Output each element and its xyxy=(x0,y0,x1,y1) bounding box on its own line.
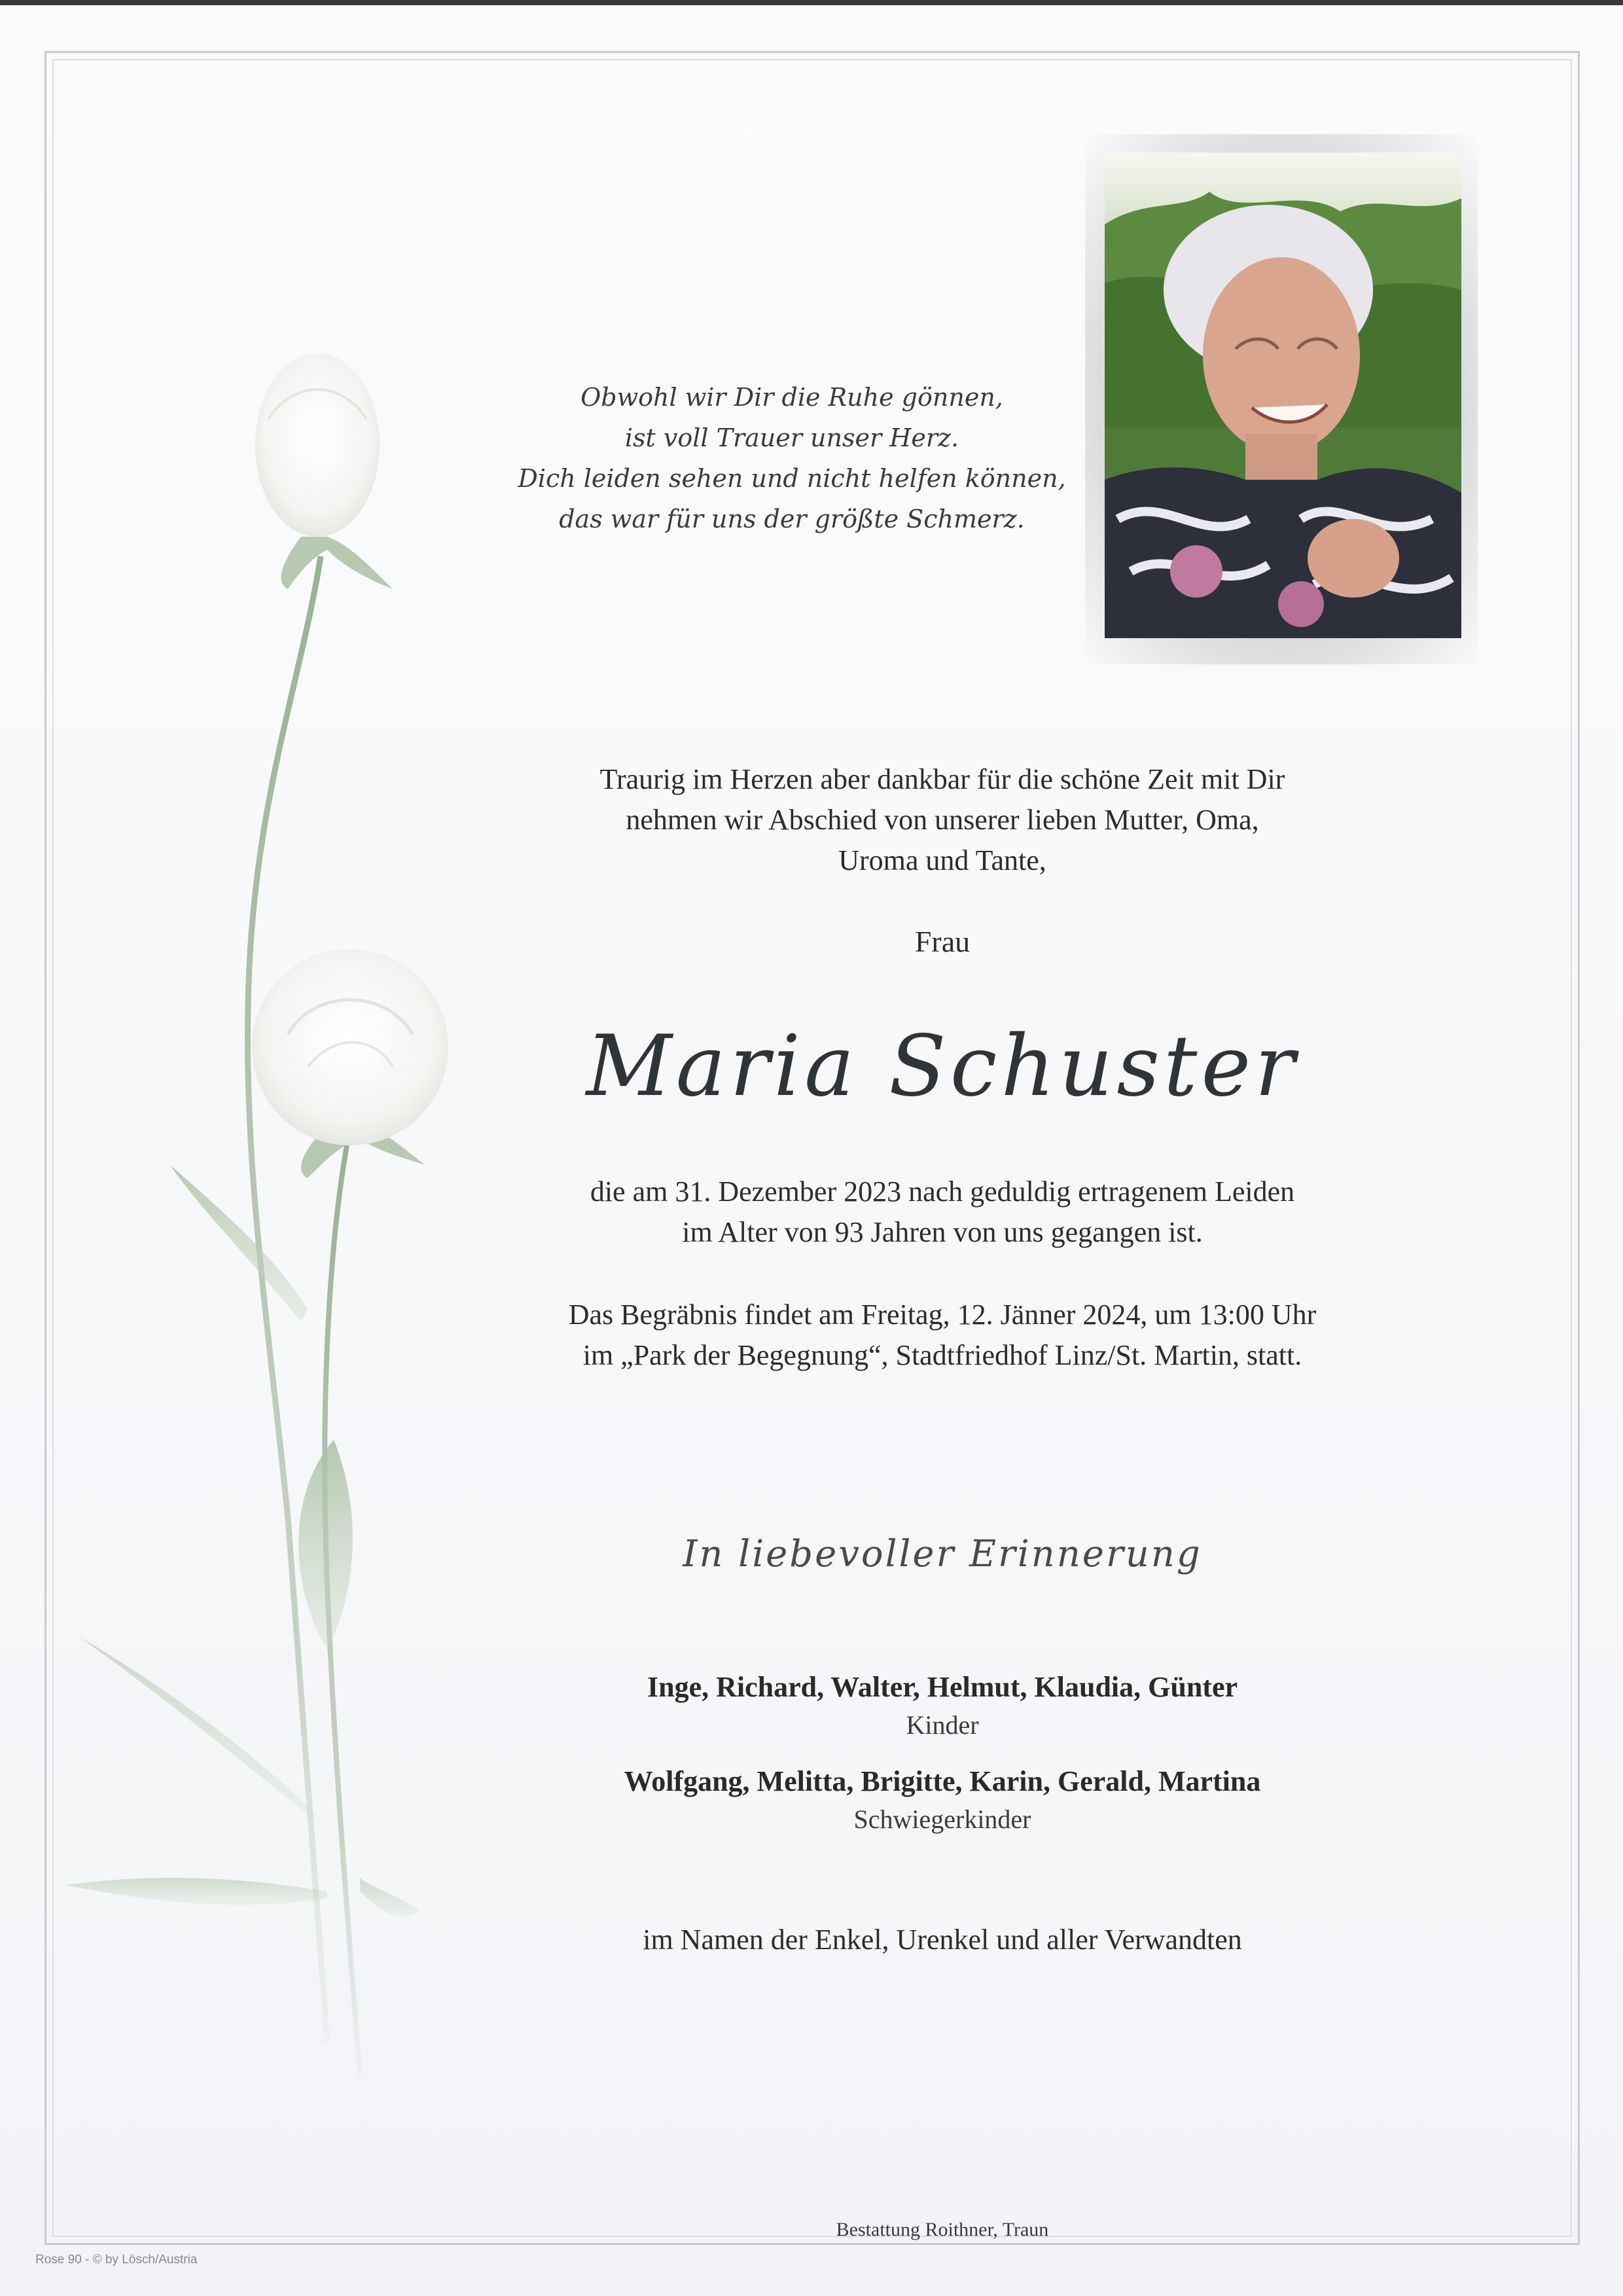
portrait-photo xyxy=(1105,152,1461,638)
undertaker-name: Bestattung Roithner, Traun xyxy=(836,2219,1049,2240)
funeral-line: Das Begräbnis findet am Freitag, 12. Jänner 2024, um 13:00 Uhr xyxy=(568,1299,1317,1331)
family-group-in-laws xyxy=(458,1762,1427,1838)
design-credit: Rose 90 - © by Lösch/Austria xyxy=(35,2253,198,2267)
family-names: Inge, Richard, Walter, Helmut, Klaudia, Günter xyxy=(647,1671,1238,1703)
family-role: Schwiegerkinder xyxy=(853,1804,1031,1834)
funeral-details xyxy=(458,1295,1427,1376)
rose-sepal xyxy=(281,537,393,589)
death-notice-line: im Alter von 93 Jahren von uns gegangen ist. xyxy=(682,1216,1203,1248)
intro-line: Traurig im Herzen aber dankbar für die schöne Zeit mit Dir xyxy=(599,763,1285,795)
family-group-children xyxy=(458,1668,1427,1744)
intro-line: nehmen wir Abschied von unserer lieben Mutter, Oma, xyxy=(626,804,1259,836)
deceased-name: Maria Schuster xyxy=(586,1018,1299,1115)
white-rose-illustration xyxy=(52,340,497,2108)
farewell-intro xyxy=(458,759,1427,881)
poem-line: Dich leiden sehen und nicht helfen können, xyxy=(518,464,1066,493)
memory-heading: In liebevoller Erinnerung xyxy=(683,1533,1202,1575)
family-names: Wolfgang, Melitta, Brigitte, Karin, Gerald, Martina xyxy=(624,1765,1261,1797)
poem-line: Obwohl wir Dir die Ruhe gönnen, xyxy=(580,383,1003,412)
rose-leaf xyxy=(65,1878,327,1905)
funeral-line: im „Park der Begegnung“, Stadtfriedhof Linz/St. Martin, statt. xyxy=(582,1339,1302,1371)
honorific-title: Frau xyxy=(914,925,971,958)
death-notice xyxy=(458,1172,1427,1253)
rose-bud-upper xyxy=(255,353,380,537)
rose-leaf xyxy=(298,1440,353,1649)
memorial-poem xyxy=(497,377,1086,539)
intro-line: Uroma und Tante, xyxy=(838,844,1046,876)
rose-bloom-lower xyxy=(252,949,448,1145)
poem-line: ist voll Trauer unser Herz. xyxy=(624,423,959,452)
family-role: Kinder xyxy=(906,1710,979,1740)
poem-line: das war für uns der größte Schmerz. xyxy=(559,505,1025,533)
rose-leaf xyxy=(79,1636,314,1820)
rose-leaf xyxy=(170,1165,308,1322)
death-notice-line: die am 31. Dezember 2023 nach geduldig ertragenem Leiden xyxy=(590,1175,1295,1208)
top-edge-rule xyxy=(0,0,1623,5)
rose-leaf xyxy=(360,1878,419,1916)
closing-line: im Namen der Enkel, Urenkel und aller Verwandten xyxy=(643,1924,1242,1956)
